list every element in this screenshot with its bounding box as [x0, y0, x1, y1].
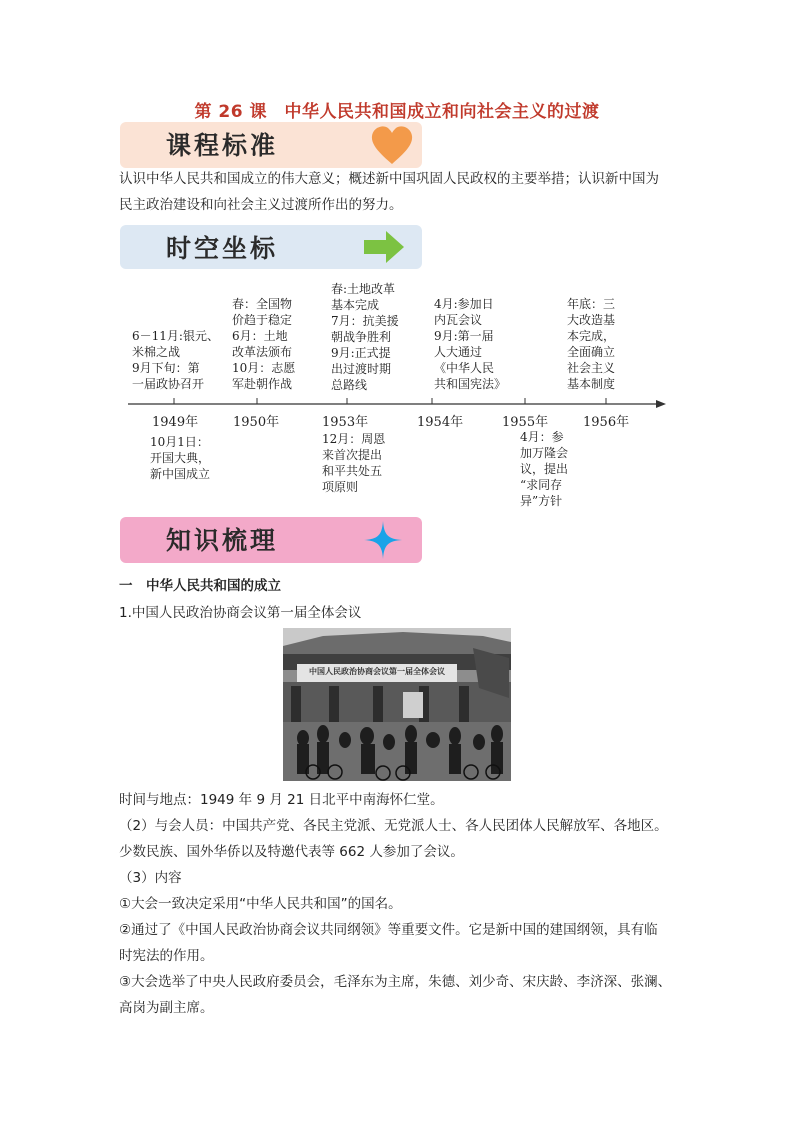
timeline-event: 12月：周恩 来首次提出 和平共处五 项原则	[322, 432, 386, 494]
cppcc-photo	[283, 628, 511, 781]
timeline-axis	[120, 396, 670, 412]
subsection-heading: 1.中国人民政治协商会议第一届全体会议	[119, 605, 362, 621]
timeline-year: 1955年	[502, 415, 549, 430]
photo-illustration	[283, 628, 511, 781]
section-banner-label: 课程标准	[166, 131, 279, 160]
content-item-2b: 时宪法的作用。	[119, 948, 214, 964]
timeline-year: 1949年	[152, 415, 199, 430]
content-item-1: ①大会一致决定采用“中华人民共和国”的国名。	[119, 896, 402, 912]
timeline-event: 年底：三 大改造基 本完成， 全面确立 社会主义 基本制度	[567, 297, 616, 391]
standards-line-1: 认识中华人民共和国成立的伟大意义；概述新中国巩固人民政权的主要举措；认识新中国为	[119, 171, 659, 187]
time-place: 时间与地点：1949 年 9 月 21 日北平中南海怀仁堂。	[119, 792, 444, 808]
timeline-event: 6－11月:银元、 米棉之战 9月下旬：第 一届政协召开	[132, 329, 219, 391]
photo-caption: 中国人民政治协商会议第一届全体会议	[309, 667, 445, 676]
timeline-event: 春:土地改革 基本完成 7月：抗美援 朝战争胜利 9月:正式提 出过渡时期 总路线	[331, 282, 399, 392]
timeline-year: 1953年	[322, 415, 369, 430]
attendees-line-2: 少数民族、国外华侨以及特邀代表等 662 人参加了会议。	[119, 844, 464, 860]
lesson-title: 第 26 课 中华人民共和国成立和向社会主义的过渡	[194, 102, 600, 122]
sparkle-star-icon	[364, 521, 402, 559]
timeline-year: 1950年	[233, 415, 280, 430]
timeline-year: 1954年	[417, 415, 464, 430]
timeline	[0, 0, 794, 520]
section-banner-label: 知识梳理	[166, 526, 279, 555]
content-label: （3）内容	[119, 870, 182, 886]
timeline-event: 4月：参 加万隆会 议，提出 “求同存 异”方针	[520, 430, 569, 508]
section-banner-review	[120, 517, 422, 563]
timeline-event: 4月:参加日 内瓦会议 9月:第一届 人大通过 《中华人民 共和国宪法》	[434, 297, 507, 391]
section1-body	[119, 787, 684, 1021]
content-item-3a: ③大会选举了中央人民政府委员会，毛泽东为主席，朱德、刘少奇、宋庆龄、李济深、张澜、	[119, 974, 672, 990]
timeline-event: 10月1日： 开国大典， 新中国成立	[150, 435, 211, 481]
section-heading: 一 中华人民共和国的成立	[119, 578, 281, 594]
standards-line-2: 民主政治建设和向社会主义过渡所作出的努力。	[119, 197, 403, 213]
section-banner-label: 时空坐标	[166, 234, 279, 263]
timeline-event: 春：全国物 价趋于稳定 6月：土地 改革法颁布 10月：志愿 军赴朝作战	[232, 297, 296, 391]
timeline-year: 1956年	[583, 415, 630, 430]
content-item-2a: ②通过了《中国人民政治协商会议共同纲领》等重要文件。它是新中国的建国纲领，具有临	[119, 922, 658, 938]
attendees-line-1: （2）与会人员：中国共产党、各民主党派、无党派人士、各人民团体人民解放军、各地区。	[119, 818, 668, 834]
content-item-3b: 高岗为副主席。	[119, 1000, 214, 1016]
